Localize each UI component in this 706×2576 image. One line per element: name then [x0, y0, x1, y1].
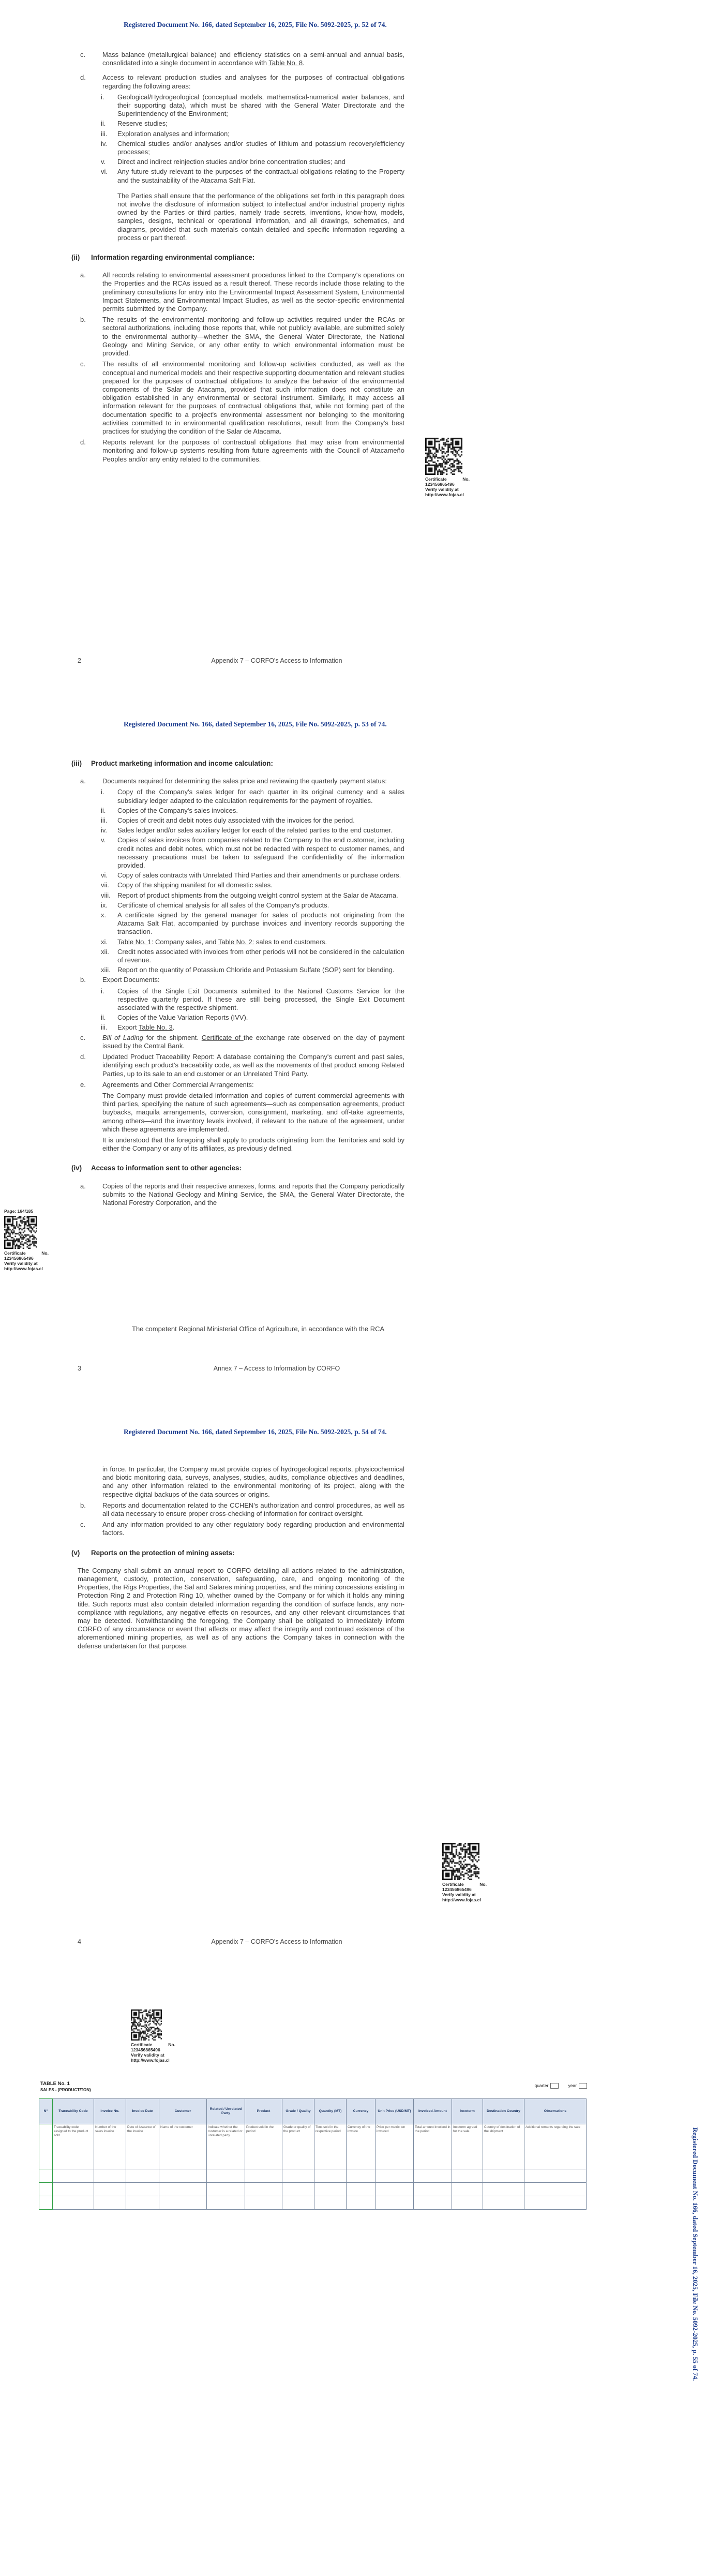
list-text: Report of product shipments from the outgoing weight control system at the Salar de Atacama.: [117, 891, 398, 899]
list-marker: c.: [80, 51, 86, 58]
list-text: Copies of the Single Exit Documents submitted to the National Customs Service for the respective quarterly period. If these are still being processed, the Single Exit Document associated with the respective shipment.: [117, 987, 404, 1012]
column-header: Currency: [347, 2099, 375, 2124]
list-text: Updated Product Traceability Report: A database containing the Company's current and past sales, identifying each product's traceability code, as well as the movements of that product among Related Parties, up to its sale to an end customer or an Unrelated Third Party.: [102, 1053, 404, 1078]
list-item: [101, 1014, 404, 1022]
list-text: Copies of the Value Variation Reports (IVV).: [117, 1014, 248, 1022]
list-text: Credit notes associated with invoices from other periods will not be considered in the calculation of revenue.: [117, 947, 404, 964]
qr-caption-line1: [442, 1882, 487, 1887]
list-item: [101, 93, 404, 118]
list-marker: d.: [80, 73, 86, 82]
column-header: Customer: [159, 2099, 207, 2124]
paragraph: The Parties shall ensure that the performance of the obligations set forth in this paragraph does not involve the disclosure of information subject to intellectual and/or industrial property rights owned by the Parties or third parties, namely trade secrets, inventions, know-how, models, samples, designs, technical or operational information, and all drawings, schematics, and diagrams, provided that such materials contain detailed and specific information regarding a process or part thereof.: [117, 191, 404, 242]
list-item: [101, 788, 404, 805]
list-text: Exploration analyses and information;: [117, 129, 230, 138]
column-header: Invoice Date: [126, 2099, 159, 2124]
column-header: Invoiced Amount: [414, 2099, 452, 2124]
list-item: [78, 1034, 404, 1050]
table-header-row: [39, 2099, 587, 2124]
table-titles: [40, 2081, 91, 2092]
list-text: The results of all environmental monitoring and follow-up activities conducted, as well as the conceptual and numerical models and their respective supporting documentation and relevant studies prepared for the purposes of contractual obligations to analyze the behavior of the environmental components of the Salar de Atacama, provided that such information does not constitute an obligation established in any environmental or sectoral instrument. Similarly, it may access all information relevant for the purposes of contractual obligations that, while not forming part of the documentation specific to a project's environmental assessment nor belonging to the monitoring activities committed to in environmental qualification resolutions, result from the Company's best practices for studying the condition of the Salar de Atacama.: [102, 360, 404, 435]
qr-caption-url: http://www.fojas.cl: [442, 1897, 481, 1903]
qr-caption-verify: Verify validity at: [4, 1261, 38, 1267]
list-text: Copy of sales contracts with Unrelated Third Parties and their amendments or purchase orders.: [117, 871, 401, 880]
text-segment: sales to end customers.: [254, 937, 327, 946]
qr-caption-url: http://www.fojas.cl: [131, 2058, 170, 2063]
certificate-qr-block: [442, 1843, 487, 1902]
list-text: Agreements and Other Commercial Arrangements:: [102, 1080, 254, 1089]
qr-certificate-number: 123456865496: [131, 2047, 160, 2053]
list-item: [101, 120, 404, 128]
list-marker: a.: [80, 271, 86, 279]
sales-table: [39, 2098, 587, 2210]
list-text: [102, 1034, 404, 1050]
list-marker: i.: [101, 93, 104, 101]
list-item: [101, 807, 404, 815]
table-cell: Number of the sales invoice: [94, 2124, 126, 2169]
text-segment: Mass balance (metallurgical balance) and efficiency statistics on a semi-annual and annual basis, consolidated into a single document in accordance with: [102, 51, 404, 67]
table-reference: Table No. 8: [268, 59, 303, 67]
table-subtitle: SALES - (PRODUCT/TON): [40, 2088, 91, 2092]
table-empty-row: [39, 2183, 587, 2196]
year-label: year: [568, 2083, 577, 2088]
section-marker: (v): [71, 1548, 80, 1557]
qr-caption-no: No.: [462, 477, 470, 482]
list-marker: b.: [80, 316, 86, 324]
list-item: [101, 130, 404, 138]
section-marker: (iv): [71, 1164, 82, 1172]
footer-title: Annex 7 – Access to Information by CORFO: [213, 1365, 340, 1372]
quarter-checkbox: [550, 2083, 559, 2089]
footer-title: Appendix 7 – CORFO's Access to Information: [211, 1938, 342, 1945]
italic-term: Bill of Lading: [102, 1033, 143, 1041]
paragraph: [78, 1092, 404, 1134]
page-number: 2: [78, 657, 81, 664]
section-heading-ii: [71, 254, 404, 262]
spacer: [78, 1136, 102, 1153]
list-text: Geological/Hydrogeological (conceptual models, mathematical-numerical water balances, and their supporting data), which must be shared with the General Water Directorate and the Superintendency of the Environment;: [117, 93, 404, 118]
section-heading-iv: [71, 1164, 404, 1172]
table-cell: [39, 2124, 53, 2169]
page1-registry-header: Registered Document No. 166, dated September 16, 2025, File No. 5092-2025, p. 52 of 74.: [124, 21, 387, 28]
list-item: [101, 948, 404, 964]
page1-body: [71, 51, 404, 466]
table-cell: Incoterm agreed for the sale: [452, 2124, 483, 2169]
qr-code: [442, 1843, 479, 1880]
qr-caption-certificate: Certificate: [442, 1882, 464, 1887]
list-marker: viii.: [101, 891, 111, 899]
list-marker: ii.: [101, 806, 106, 814]
list-text: A certificate signed by the general manager for sales of products not originating from the Atacama Salt Flat, accompanied by purchase invoices and inventory records supporting the transaction.: [117, 911, 404, 936]
list-text: Reports and documentation related to the CCHEN's authorization and control procedures, as well as all data necessary to ensure proper cross-checking of information for contract oversight.: [102, 1501, 404, 1518]
list-marker: c.: [80, 360, 86, 368]
list-item: [101, 140, 404, 156]
list-marker: d.: [80, 1053, 86, 1061]
column-header: Quantity (MT): [314, 2099, 347, 2124]
column-header: Invoice No.: [94, 2099, 126, 2124]
list-item: [101, 826, 404, 835]
page1-footer: [78, 657, 476, 664]
table-cell: Additional remarks regarding the sale: [524, 2124, 587, 2169]
list-marker: d.: [80, 438, 86, 446]
paragraph-text: in force. In particular, the Company must provide copies of hydrogeological reports, physicochemical and biotic monitoring data, surveys, analyses, studies, audits, compliance objectives and deadlines, and any other information related to the environmental monitoring of its project, along with the respective digital backups of the data sources or origins.: [102, 1465, 404, 1498]
list-text: Report on the quantity of Potassium Chloride and Potassium Sulfate (SOP) sent for blending.: [117, 966, 395, 974]
list-text: [117, 1023, 404, 1032]
text-segment: : Company sales, and: [151, 937, 218, 946]
qr-caption-line1: [4, 1250, 49, 1256]
table-description-row: [39, 2124, 587, 2169]
list-marker: vi.: [101, 871, 108, 880]
section-title: Information regarding environmental compliance:: [91, 254, 255, 262]
list-text: Copy of the Company's sales ledger for each quarter in its original currency and a sales subsidiary ledger adapted to the calculation requirements for the payment of royalties.: [117, 788, 404, 805]
column-header: Traceability Code: [53, 2099, 94, 2124]
certificate-qr-block: [131, 2009, 175, 2063]
list-marker: b.: [80, 976, 86, 984]
paragraph-text: The Company must provide detailed information and copies of current commercial agreements with third parties, specifying the nature of such agreements—such as compensation agreements, product buybacks, maquila arrangements, conversion, consignment, marketing, and off-take agreements, among others—and the inventory levels involved, if relevant to the nature of the agreement, under which these agreements are implemented.: [102, 1091, 404, 1133]
table-cell: Tons sold in the respective period: [314, 2124, 347, 2169]
list-marker: ix.: [101, 901, 108, 909]
list-marker: vii.: [101, 881, 109, 889]
list-text: The results of the environmental monitoring and follow-up activities required under the RCAs or sectoral authorizations, including those reports that, while not publicly available, are submitted solely to the environmental authority—whether the SMA, the General Water Directorate, the National Geology and Mining Service, or any other entity to which environmental information must be provided.: [102, 316, 404, 358]
list-item: [101, 881, 404, 889]
page2-registry-header: Registered Document No. 166, dated September 16, 2025, File No. 5092-2025, p. 53 of 74.: [124, 720, 387, 728]
table-cell: Total amount invoiced in the period: [414, 2124, 452, 2169]
list-text: Sales ledger and/or sales auxiliary ledger for each of the related parties to the end customer.: [117, 826, 393, 835]
list-item: [101, 816, 404, 825]
table-cell: Name of the customer: [159, 2124, 207, 2169]
list-item: [78, 976, 404, 984]
list-text: Copies of sales invoices from companies related to the Company to the end customer, including credit notes and debit notes, which must not be redacted with respect to customer names, and necessary precautions must be taken to safeguard the confidentiality of the information provided.: [117, 836, 404, 870]
paragraph: [78, 1136, 404, 1153]
qr-caption-url: http://www.fojas.cl: [4, 1266, 43, 1272]
spacer: [78, 1465, 102, 1499]
section-marker: (iii): [71, 760, 82, 767]
list-marker: i.: [101, 987, 104, 995]
page3-registry-header: Registered Document No. 166, dated September 16, 2025, File No. 5092-2025, p. 54 of 74.: [124, 1428, 387, 1436]
qr-caption-verify: Verify validity at: [442, 1892, 476, 1898]
table-cell: Grade or quality of the product: [282, 2124, 314, 2169]
list-item: [78, 271, 404, 313]
table-cell: Product sold in the period: [245, 2124, 282, 2169]
list-text: Copy of the shipping manifest for all domestic sales.: [117, 881, 273, 889]
list-item: [101, 836, 404, 870]
column-header: Grade / Quality: [282, 2099, 314, 2124]
list-text: Reports relevant for the purposes of contractual obligations that may arise from environmental monitoring and follow-up systems resulting from future agreements with the Council of Atacameño Peoples and/or any entity related to the communities.: [102, 438, 404, 463]
table-cell: Traceability code assigned to the product sold: [53, 2124, 94, 2169]
column-header: N°: [39, 2099, 53, 2124]
list-text: Export Documents:: [102, 976, 160, 984]
list-item: [101, 871, 404, 880]
list-marker: c.: [80, 1521, 86, 1529]
qr-caption-line1: [131, 2042, 175, 2047]
list-text: Certificate of chemical analysis for all sales of the Company's products.: [117, 901, 329, 909]
page3-body: [71, 1465, 404, 1650]
list-text: Chemical studies and/or analyses and/or studies of lithium and potassium recovery/efficiency processes;: [117, 139, 404, 156]
list-marker: iv.: [101, 139, 108, 147]
column-header: Related / Unrelated Party: [207, 2099, 245, 2124]
list-text: Copies of the reports and their respective annexes, forms, and reports that the Company periodically submits to the National Geology and Mining Service, the SMA, the General Water Directorate, the National Forestry Corporation, and the: [102, 1182, 404, 1207]
qr-code: [4, 1216, 37, 1249]
column-header: Incoterm: [452, 2099, 483, 2124]
quarter-label: quarter: [534, 2083, 549, 2088]
underlined-term: Certificate of: [201, 1033, 244, 1041]
qr-caption-no: No.: [479, 1882, 487, 1887]
list-marker: c.: [80, 1033, 86, 1041]
section-title: Reports on the protection of mining assets:: [91, 1548, 235, 1557]
table-title: TABLE No. 1: [40, 2081, 70, 2087]
qr-caption-certificate: Certificate: [425, 477, 447, 482]
sales-table-wrap: [39, 2098, 587, 2210]
list-item: [78, 51, 404, 67]
section-title: Access to information sent to other agencies:: [91, 1164, 242, 1172]
list-item: [78, 1521, 404, 1537]
list-item: [78, 1053, 404, 1078]
list-item: [101, 938, 404, 946]
qr-caption-verify: Verify validity at: [425, 487, 459, 493]
list-marker: x.: [101, 911, 107, 919]
section-heading-v: [71, 1549, 404, 1557]
list-marker: v.: [101, 158, 106, 166]
list-marker: xii.: [101, 947, 109, 956]
list-marker: iii.: [101, 816, 108, 825]
table-reference: Table No. 3: [138, 1023, 173, 1032]
table-cell: Currency of the invoice: [347, 2124, 375, 2169]
sentence-continuation: The competent Regional Ministerial Office of Agriculture, in accordance with the RCA: [132, 1325, 385, 1333]
list-marker: iii.: [101, 129, 108, 138]
list-text: [117, 938, 404, 946]
qr-certificate-number: 123456865496: [425, 482, 455, 487]
text-segment: the exchange rate observed on the day of payment issued by the Central Bank.: [102, 1033, 404, 1050]
list-text: All records relating to environmental assessment procedures linked to the Company's operations on the Properties and the RCAs issued as a result thereof. These records include those relating to the preliminary consultations for entry into the Environmental Impact Assessment System, Environmental Impact Statements, and Environmental Impact Studies, as well as the sector-specific environmental permits submitted by the Company.: [102, 271, 404, 313]
list-text: Direct and indirect reinjection studies and/or brine concentration studies; and: [117, 158, 346, 166]
qr-caption-url: http://www.fojas.cl: [425, 492, 464, 498]
table-empty-row: [39, 2169, 587, 2183]
list-text: Any future study relevant to the purposes of the contractual obligations relating to the Property and the sustainability of the Atacama Salt Flat.: [117, 168, 404, 184]
page3-footer: [78, 1938, 476, 1945]
column-header: Observations: [524, 2099, 587, 2124]
list-item: [78, 360, 404, 436]
list-marker: ii.: [101, 1014, 106, 1022]
section-heading-iii: [71, 760, 404, 768]
year-checkbox: [579, 2083, 587, 2089]
qr-certificate-number: 123456865496: [4, 1256, 34, 1261]
page2-footer: [78, 1365, 476, 1372]
paragraph: [78, 1465, 404, 1499]
section-marker: (ii): [71, 254, 80, 262]
list-marker: e.: [80, 1080, 86, 1089]
list-item: [78, 1081, 404, 1089]
list-text: And any information provided to any other regulatory body regarding production and environmental factors.: [102, 1521, 404, 1537]
section-title: Product marketing information and income calculation:: [91, 760, 273, 767]
mining-assets-paragraph: The Company shall submit an annual report to CORFO detailing all actions related to the administration, management, custody, protection, conservation, safeguarding, care, and ongoing monitoring of the Properties, the Rigs Properties, the Sal and Salares mining properties, and the mining concessions existing in Protection Ring 2 and Protection Ring 10, whether owned by the Company or for which it holds any mining title. Such reports must also contain detailed information regarding the condition of surface lands, any non-compliance with regulations, any negative effects on resources, and any other relevant circumstances that may be detected. Notwithstanding the foregoing, the Company shall be obligated to immediately inform CORFO of any circumstance or event that affects or may affect the integrity and continued existence of the aforementioned mining properties, as well as of any actions the Company takes in connection with the defense undertaken for that purpose.: [78, 1566, 404, 1650]
certificate-qr-block: [425, 438, 470, 497]
qr-caption-verify: Verify validity at: [131, 2052, 164, 2058]
table-reference: Table No. 1: [117, 937, 152, 946]
qr-caption-certificate: Certificate: [131, 2042, 153, 2047]
list-marker: xi.: [101, 937, 108, 946]
margin-certificate-block: [4, 1209, 49, 1271]
qr-certificate-number: 123456865496: [442, 1887, 472, 1893]
list-marker: xiii.: [101, 966, 111, 974]
qr-code: [131, 2009, 162, 2041]
table-cell: Price per metric ton invoiced: [375, 2124, 414, 2169]
list-item: [78, 777, 404, 785]
list-item: [101, 891, 404, 900]
list-text: [102, 51, 404, 67]
list-marker: i.: [101, 788, 104, 796]
text-segment: .: [172, 1023, 175, 1032]
list-item: [78, 316, 404, 358]
list-marker: v.: [101, 836, 106, 844]
qr-caption-no: No.: [41, 1250, 49, 1256]
list-item: [101, 987, 404, 1012]
qr-caption-no: No.: [168, 2042, 175, 2047]
list-text: Reserve studies;: [117, 120, 168, 128]
table-reference: Table No. 2:: [218, 937, 254, 946]
footer-title: Appendix 7 – CORFO's Access to Information: [211, 657, 342, 664]
spacer: [78, 1092, 102, 1134]
period-selector: [486, 2083, 587, 2089]
list-marker: b.: [80, 1501, 86, 1509]
list-text: Copies of the Company's sales invoices.: [117, 806, 238, 814]
text-segment: .: [303, 59, 305, 67]
qr-code: [425, 438, 462, 475]
list-text: Copies of credit and debit notes duly associated with the invoices for the period.: [117, 816, 355, 825]
text-segment: for the shipment.: [143, 1033, 202, 1041]
list-item: [78, 73, 404, 90]
column-header: Destination Country: [483, 2099, 524, 2124]
table-cell: Country of destination of the shipment: [483, 2124, 524, 2169]
page-number: 4: [78, 1938, 81, 1945]
page4-rotated-registry-header: Registered Document No. 166, dated September 16, 2025, File No. 5092-2025, p. 55 of 74.: [692, 2127, 699, 2381]
list-item: [101, 1023, 404, 1032]
list-marker: ii.: [101, 120, 106, 128]
list-marker: a.: [80, 1182, 86, 1190]
list-item: [101, 168, 404, 184]
list-item: [78, 438, 404, 464]
page2-body: [71, 760, 404, 1210]
qr-caption-certificate: Certificate: [4, 1250, 26, 1256]
list-text: Documents required for determining the sales price and reviewing the quarterly payment status:: [102, 777, 387, 785]
list-item: [78, 1182, 404, 1208]
list-marker: iii.: [101, 1023, 108, 1032]
list-item: [101, 966, 404, 974]
list-marker: iv.: [101, 826, 108, 835]
table-empty-row: [39, 2196, 587, 2210]
column-header: Product: [245, 2099, 282, 2124]
column-header: Unit Price (USD/MT): [375, 2099, 414, 2124]
qr-caption-line1: [425, 477, 470, 482]
text-segment: Export: [117, 1023, 139, 1032]
list-item: [101, 901, 404, 910]
list-text: Access to relevant production studies and analyses for the purposes of contractual obligations regarding the following areas:: [102, 73, 404, 90]
table-cell: Indicate whether the customer is a related or unrelated party: [207, 2124, 245, 2169]
page-number: 3: [78, 1365, 81, 1372]
table-cell: Date of issuance of the invoice: [126, 2124, 159, 2169]
scan-page-label: Page: 164/185: [4, 1209, 34, 1214]
list-marker: vi.: [101, 168, 108, 176]
list-item: [78, 1501, 404, 1518]
list-item: [101, 158, 404, 166]
list-marker: a.: [80, 777, 86, 785]
paragraph-text: It is understood that the foregoing shall apply to products originating from the Territories and sold by either the Company or any of its affiliates, as previously defined.: [102, 1136, 404, 1153]
list-item: [101, 911, 404, 936]
